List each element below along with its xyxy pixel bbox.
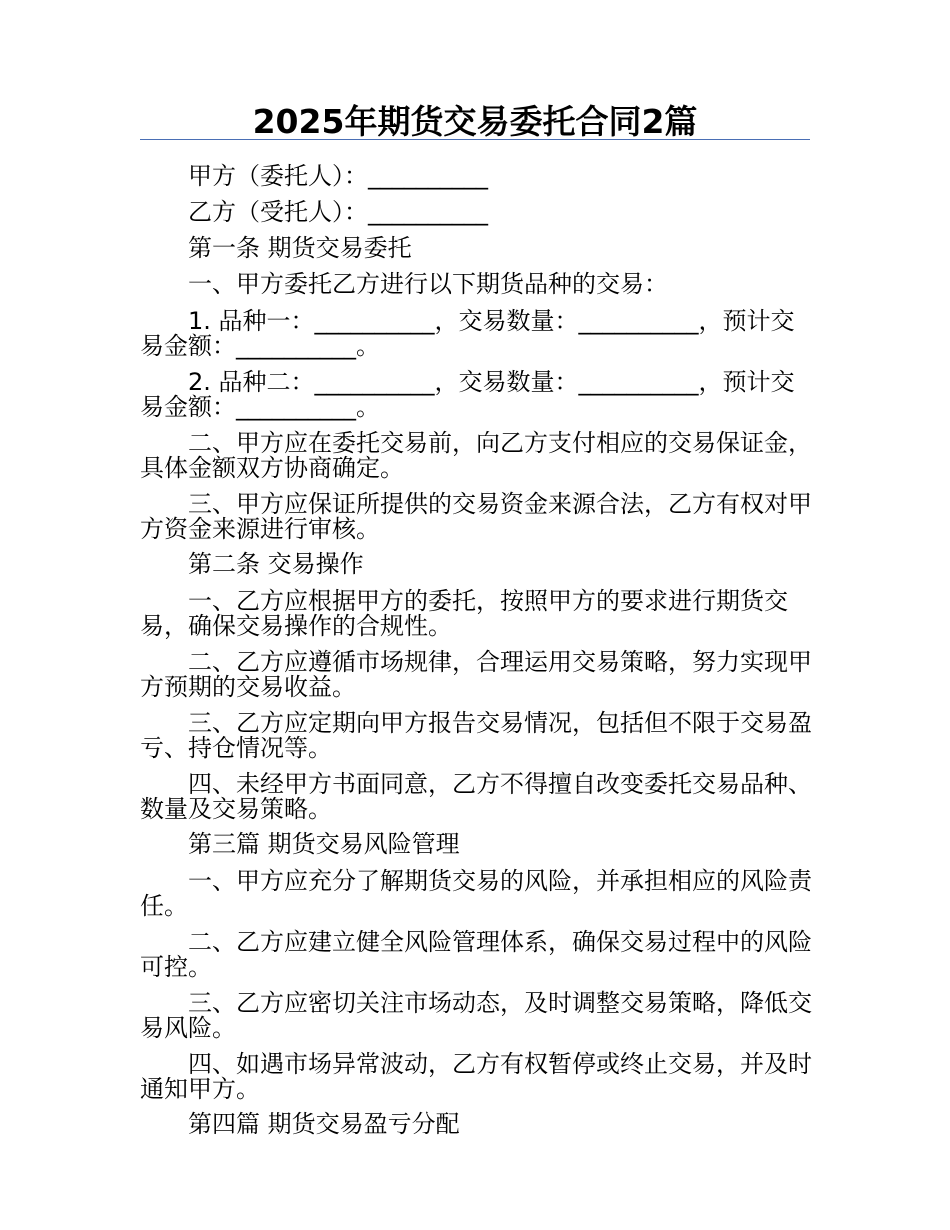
- part-3-clause-4: 四、如遇市场异常波动，乙方有权暂停或终止交易，并及时通知甲方。: [140, 1050, 812, 1103]
- article-1-clause-1: 一、甲方委托乙方进行以下期货品种的交易：: [188, 270, 668, 298]
- part-3-clause-2: 二、乙方应建立健全风险管理体系，确保交易过程中的风险可控。: [140, 928, 812, 981]
- part-4-heading: 第四篇 期货交易盈亏分配: [188, 1110, 460, 1138]
- article-2-heading: 第二条 交易操作: [188, 550, 364, 578]
- article-2-clause-2: 二、乙方应遵循市场规律，合理运用交易策略，努力实现甲方预期的交易收益。: [140, 648, 812, 701]
- part-3-clause-1: 一、甲方应充分了解期货交易的风险，并承担相应的风险责任。: [140, 867, 812, 920]
- part-3-clause-3: 三、乙方应密切关注市场动态，及时调整交易策略，降低交易风险。: [140, 989, 812, 1042]
- article-1-item-2: 2. 品种二：__________，交易数量：__________，预计交易金额：__________。: [140, 368, 795, 421]
- article-2-clause-3: 三、乙方应定期向甲方报告交易情况，包括但不限于交易盈亏、持仓情况等。: [140, 709, 812, 762]
- title-underline: [140, 139, 810, 140]
- article-1-clause-3: 三、甲方应保证所提供的交易资金来源合法，乙方有权对甲方资金来源进行审核。: [140, 490, 812, 543]
- article-1-clause-2: 二、甲方应在委托交易前，向乙方支付相应的交易保证金，具体金额双方协商确定。: [140, 429, 812, 482]
- document-title: 2025年期货交易委托合同2篇: [252, 102, 698, 141]
- article-2-clause-1: 一、乙方应根据甲方的委托，按照甲方的要求进行期货交易，确保交易操作的合规性。: [140, 587, 788, 640]
- article-2-clause-4: 四、未经甲方书面同意，乙方不得擅自改变委托交易品种、数量及交易策略。: [140, 770, 812, 823]
- party-b-line: 乙方（受托人）：__________: [188, 198, 488, 226]
- part-3-heading: 第三篇 期货交易风险管理: [188, 830, 460, 858]
- article-1-heading: 第一条 期货交易委托: [188, 234, 412, 262]
- document-body: [140, 160, 812, 1144]
- party-a-line: 甲方（委托人）：__________: [188, 162, 488, 190]
- article-1-item-1: 1. 品种一：__________，交易数量：__________，预计交易金额：__________。: [140, 307, 795, 360]
